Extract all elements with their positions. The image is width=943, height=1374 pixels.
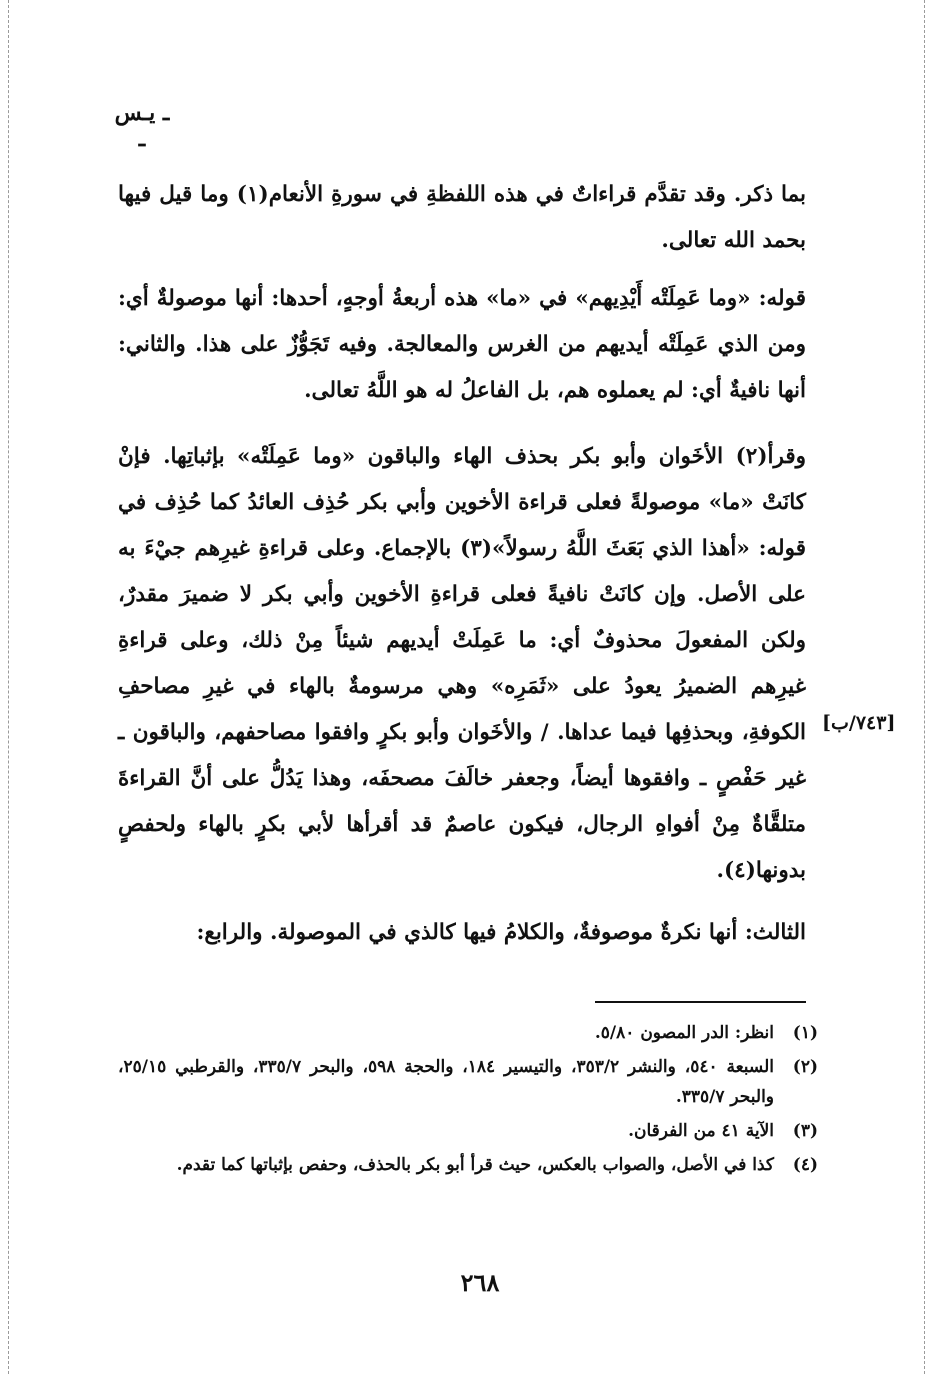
footnote-number: (١) (792, 1023, 818, 1043)
footnote-number: (٣) (792, 1121, 818, 1141)
footnote-text: انظر: الدر المصون ٥/٨٠. (594, 1023, 774, 1043)
footnote-text: السبعة ٥٤٠، والنشر ٣٥٣/٢، والتيسير ١٨٤، والحجة ٥٩٨، والبحر ٣٣٥/٧، والقرطبي ٢٥/١٥، والبحر ٣٣٥/٧. (118, 1057, 774, 1107)
footnote-separator (595, 1001, 806, 1003)
footnotes (118, 1018, 818, 1184)
paragraph-4: الثالث: أنها نكرةٌ موصوفةٌ، والكلامُ فيها كالذي في الموصولة. والرابع: (196, 920, 806, 945)
paragraph-1: بما ذكر. وقد تقدَّم قراءاتٌ في هذه اللفظةِ في سورةِ الأنعام(١) وما قيل فيها بحمد الله تعالى. (118, 182, 806, 253)
paragraph-2: قوله: «وما عَمِلَتْه أَيْدِيهم» في «ما» هذه أربعةُ أوجهٍ، أحدها: أنها موصولةٌ أي: ومن الذي عَمِلَتْه أيديهم من الغرس والمعالجة. وفيه تَجَوُّزٌ على هذا. والثاني: أنها نافيةٌ أي: لم يعملوه هم، بل الفاعلُ له هو اللَّهُ تعالى. (118, 286, 806, 403)
manuscript-folio-marker: [٧٤٣/ب] (822, 712, 896, 734)
scan-fold-line-left (8, 0, 9, 1374)
footnote-1 (118, 1018, 818, 1048)
paragraph-3: وقرأ(٢) الأخَوان وأبو بكر بحذف الهاء والباقون «وما عَمِلَتْه» بإثباتِها. فإنْ كانَتْ «ما» موصولةً فعلى قراءة الأخوين وأبي بكر حُذِف العائدُ كما حُذِف في قوله: «أهذا الذي بَعَثَ اللَّهُ رسولاً»(٣) بالإجماع. وعلى قراءةِ غيرِهم جيْءَ به على الأصل. وإن كانَتْ نافيةً فعلى قراءةِ الأخوين وأبي بكر لا ضميرَ مقدرٌ، ولكن المفعولَ محذوفٌ أي: ما عَمِلَتْ أيديهم شيئاً مِنْ ذلك، وعلى قراءةِ غيرِهم الضميرُ يعودُ على «ثَمَرِه» وهي مرسومةٌ بالهاء في غيرِ مصاحفِ الكوفةِ، وبحذفِها فيما عداها. / والأخَوان وأبو بكرٍ وافقوا مصاحفهم، والباقون ـ غير حَفْصٍ ـ وافقوها أيضاً، وجعفر خالَفَ مصحفَه، وهذا يَدُلُّ على أنَّ القراءةَ متلقَّاةٌ مِنْ أفواهِ الرجال، فيكون عاصمٌ قد أقرأها لأبي بكرٍ بالهاء ولحفصٍ بدونها(٤). (118, 444, 806, 883)
page-number: ٢٦٨ (460, 1268, 500, 1297)
running-header: ـ يـس ـ (114, 100, 170, 152)
footnote-number: (٢) (792, 1057, 818, 1077)
footnote-3 (118, 1116, 818, 1146)
footnote-2 (118, 1052, 818, 1112)
footnote-4 (118, 1150, 818, 1180)
footnote-number: (٤) (792, 1155, 818, 1175)
footnote-text: كذا في الأصل، والصواب بالعكس، حيث قرأ أبو بكر بالحذف، وحفص بإثباتها كما تقدم. (176, 1155, 774, 1175)
scan-fold-line-right (924, 0, 925, 1374)
footnote-text: الآية ٤١ من الفرقان. (628, 1121, 774, 1141)
